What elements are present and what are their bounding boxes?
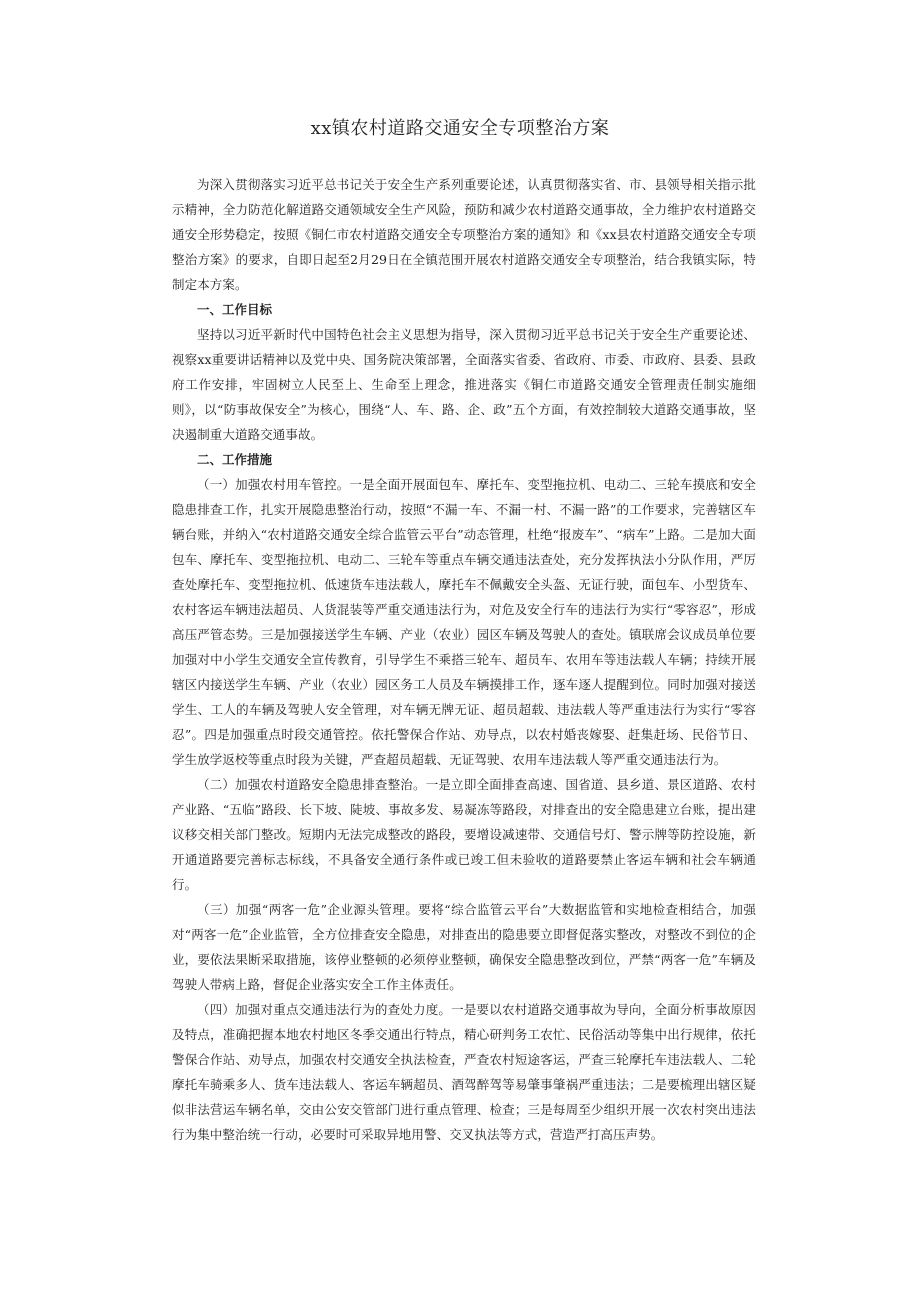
measure-paragraph-1: （一）加强农村用车管控。一是全面开展面包车、摩托车、变型拖拉机、电动二、三轮车摸底和安全隐患排查工作，扎实开展隐患整治行动，按照“不漏一车、不漏一村、不漏一路”的工作要求，完善辖区车辆台账，并纳入“农村道路交通安全综合监管云平台”动态管理，杜绝“报废车”、“病车”上路。二是加大面包车、摩托车、变型拖拉机、电动二、三轮车等重点车辆交通违法查处，充分发挥执法小分队作用，严厉查处摩托车、变型拖拉机、低速货车违法载人，摩托车不佩戴安全头盔、无证行驶，面包车、小型货车、农村客运车辆违法超员、人货混装等严重交通违法行为，对危及安全行车的违法行为实行“零容忍”，形成高压严管态势。三是加强接送学生车辆、产业（农业）园区车辆及驾驶人的查处。镇联席会议成员单位要加强对中小学生交通安全宣传教育，引导学生不乘搭三轮车、超员车、农用车等违法载人车辆；持续开展辖区内接送学生车辆、产业（农业）园区务工人员及车辆摸排工作，逐车逐人提醒到位。同时加强对接送学生、工人的车辆及驾驶人安全管理，对车辆无牌无证、超员超载、违法载人等严重违法行为实行“零容忍”。四是加强重点时段交通管控。依托警保合作站、劝导点，以农村婚丧嫁娶、赶集赶场、民俗节日、学生放学返校等重点时段为关键，严查超员超载、无证驾驶、农用车违法载人等严重交通违法行为。 [172,477,756,767]
section-heading-measures: 二、工作措施 [197,452,273,467]
intro-paragraph: 为深入贯彻落实习近平总书记关于安全生产系列重要论述，认真贯彻落实省、市、县领导相关指示批示精神，全力防范化解道路交通领域安全生产风险，预防和减少农村道路交通事故，全力维护农村道路交通安全形势稳定，按照《铜仁市农村道路交通安全专项整治方案的通知》和《xx县农村道路交通安全专项整治方案》的要求，自即日起至2月29日在全镇范围开展农村道路交通安全专项整治，结合我镇实际，特制定本方案。 [172,177,756,292]
document-title: xx镇农村道路交通安全专项整治方案 [310,118,610,139]
measure-paragraph-2: （二）加强农村道路安全隐患排查整治。一是立即全面排查高速、国省道、县乡道、景区道路、农村产业路、“五临”路段、长下坡、陡坡、事故多发、易凝冻等路段，对排查出的安全隐患建立台账，提出建议移交相关部门整改。短期内无法完成整改的路段，要增设减速带、交通信号灯、警示牌等防控设施，新开通道路要完善标志标线，不具备安全通行条件或已竣工但未验收的道路要禁止客运车辆和社会车辆通行。 [172,777,756,892]
document-body [172,172,756,1147]
section-heading-goals: 一、工作目标 [197,302,273,317]
measure-paragraph-4: （四）加强对重点交通违法行为的查处力度。一是要以农村道路交通事故为导向，全面分析事故原因及特点，准确把握本地农村地区冬季交通出行特点，精心研判务工农忙、民俗活动等集中出行规律，依托警保合作站、劝导点，加强农村交通安全执法检查，严查农村短途客运，严查三轮摩托车违法载人、二轮摩托车骑乘多人、货车违法载人、客运车辆超员、酒驾醉驾等易肇事肇祸严重违法；二是要梳理出辖区疑似非法营运车辆名单，交由公安交管部门进行重点管理、检查；三是每周至少组织开展一次农村突出违法行为集中整治统一行动，必要时可采取异地用警、交叉执法等方式，营造严打高压声势。 [172,1002,756,1142]
goals-paragraph: 坚持以习近平新时代中国特色社会主义思想为指导，深入贯彻习近平总书记关于安全生产重要论述、视察xx重要讲话精神以及党中央、国务院决策部署，全面落实省委、省政府、市委、市政府、县委、县政府工作安排，牢固树立人民至上、生命至上理念，推进落实《铜仁市道路交通安全管理责任制实施细则》，以“防事故保安全”为核心，围绕“人、车、路、企、政”五个方面，有效控制较大道路交通事故，坚决遏制重大道路交通事故。 [172,327,756,442]
measure-paragraph-3: （三）加强“两客一危”企业源头管理。要将“综合监管云平台”大数据监管和实地检查相结合，加强对“两客一危”企业监管，全方位排查安全隐患，对排查出的隐患要立即督促落实整改，对整改不到位的企业，要依法果断采取措施，该停业整顿的必须停业整顿，确保安全隐患整改到位，严禁“两客一危”车辆及驾驶人带病上路，督促企业落实安全工作主体责任。 [172,902,756,992]
